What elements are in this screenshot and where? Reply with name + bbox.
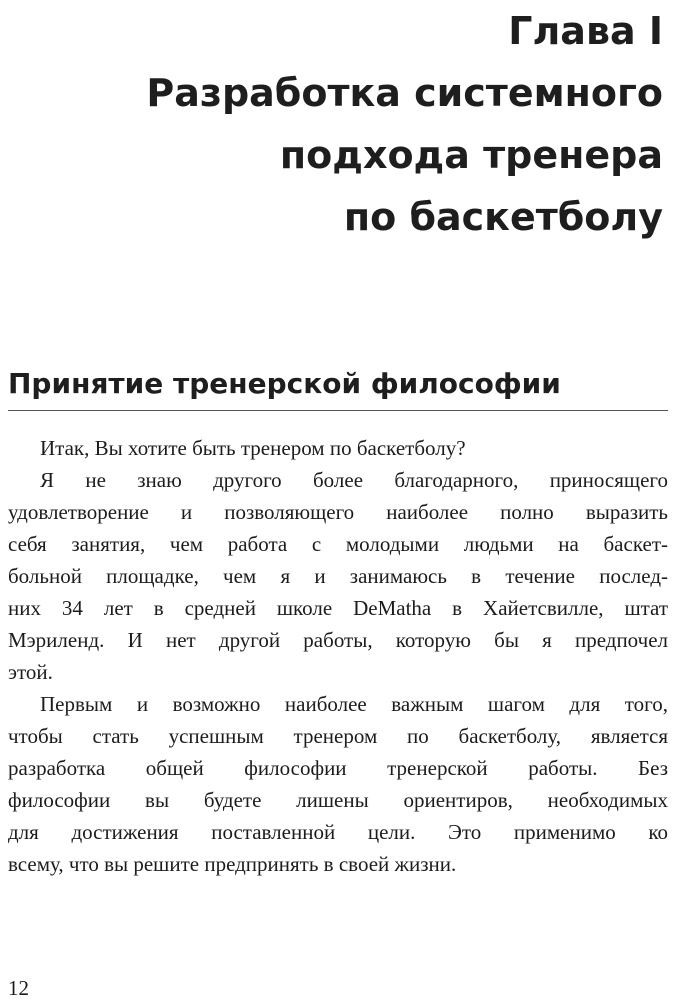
text-line: удовлетворение и позволяющего наиболее полно выразить bbox=[8, 500, 668, 524]
chapter-label: Глава I bbox=[508, 9, 663, 53]
paragraph bbox=[8, 432, 668, 464]
body-text bbox=[8, 432, 668, 880]
chapter-title-line: подхода тренера bbox=[279, 133, 663, 177]
text-line: Я не знаю другого более благодарного, приносящего bbox=[40, 468, 668, 492]
text-line: себя занятия, чем работа с молодыми людьми на баскет- bbox=[8, 532, 668, 556]
chapter-header bbox=[146, 0, 663, 248]
text-line: чтобы стать успешным тренером по баскетболу, является bbox=[8, 724, 668, 748]
paragraph bbox=[8, 464, 668, 688]
page-number: 12 bbox=[8, 976, 29, 1000]
text-line: Итак, Вы хотите быть тренером по баскетболу? bbox=[40, 436, 466, 460]
text-line: разработка общей философии тренерской работы. Без bbox=[8, 756, 668, 780]
text-line: этой. bbox=[8, 660, 53, 684]
text-line: больной площадке, чем я и занимаюсь в течение послед- bbox=[8, 564, 668, 588]
paragraph bbox=[8, 688, 668, 880]
text-line: Первым и возможно наиболее важным шагом для того, bbox=[40, 692, 668, 716]
chapter-title-line: по баскетболу bbox=[343, 195, 663, 239]
section-heading: Принятие тренерской философии bbox=[8, 367, 561, 400]
text-line: них 34 лет в средней школе DeMatha в Хайетсвилле, штат bbox=[8, 596, 668, 620]
section-divider bbox=[8, 410, 668, 411]
text-line: философии вы будете лишены ориентиров, необходимых bbox=[8, 788, 668, 812]
text-line: всему, что вы решите предпринять в своей жизни. bbox=[8, 852, 457, 876]
chapter-title-line: Разработка системного bbox=[146, 71, 663, 115]
text-line: Мэриленд. И нет другой работы, которую бы я предпочел bbox=[8, 628, 668, 652]
text-line: для достижения поставленной цели. Это применимо ко bbox=[8, 820, 668, 844]
